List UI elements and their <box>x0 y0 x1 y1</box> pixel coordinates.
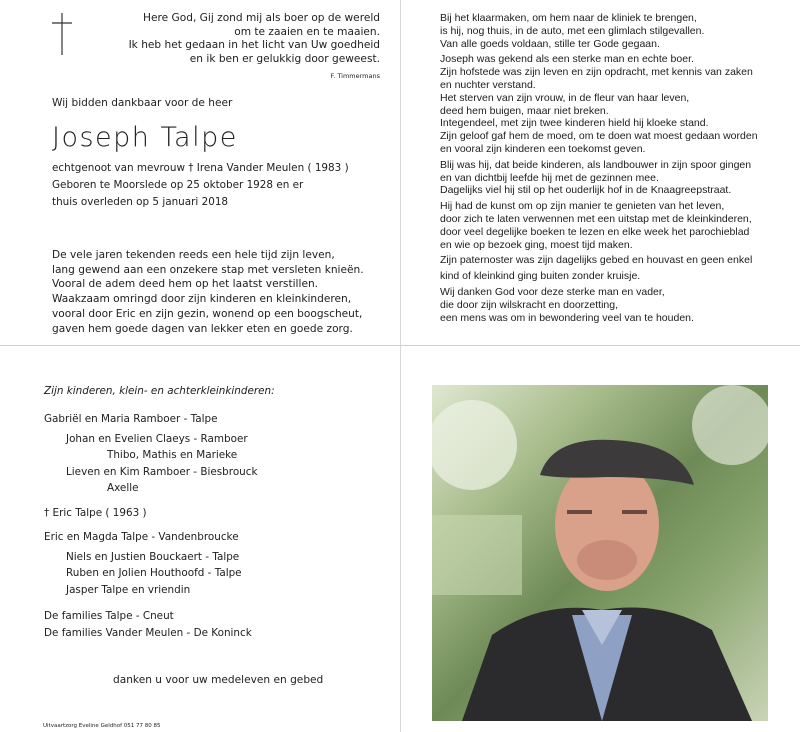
biography-line: deed hem buigen, maar niet breken. <box>440 104 609 117</box>
biography-line: Dagelijks viel hij stil op het ouderlijk hof in de Knaagreepstraat. <box>440 184 732 197</box>
life-paragraph <box>52 248 364 336</box>
deceased-name: Joseph Talpe <box>52 122 238 153</box>
family-list <box>44 385 275 641</box>
paragraph-line: gaven hem goede dagen van lekker eten en goede zorg. <box>52 322 353 335</box>
biography-paragraph <box>440 12 758 50</box>
biography-line: Hij had de kunst om op zijn manier te genieten van het leven, <box>440 200 725 213</box>
family-line: Niels en Justien Bouckaert - Talpe <box>66 550 240 563</box>
family-line: Johan en Evelien Claeys - Ramboer <box>66 432 248 445</box>
biography-line: die door zijn wilskracht en doorzetting, <box>440 298 619 311</box>
portrait-illustration <box>432 385 768 721</box>
biography-line: is hij, nog thuis, in de auto, met een glimlach stilgevallen. <box>440 24 705 37</box>
biography-paragraph <box>440 270 758 283</box>
fold-line-vertical <box>400 0 401 732</box>
biography-line: Wij danken God voor deze sterke man en vader, <box>440 285 665 298</box>
paragraph-line: Vooral de adem deed hem op het laatst verstillen. <box>52 278 319 291</box>
deceased-child: † Eric Talpe ( 1963 ) <box>44 506 147 519</box>
biography-line: kind of kleinkind ging buiten zonder kruisje. <box>440 270 641 283</box>
biography-line: Zijn paternoster was zijn dagelijks gebed en houvast en geen enkel <box>440 254 753 267</box>
poem-line: Ik heb het gedaan in het licht van Uw goedheid <box>128 39 380 52</box>
biography-line: Joseph was gekend als een sterke man en echte boer. <box>440 53 694 66</box>
biography-paragraph <box>440 254 758 267</box>
biography-line: Bij het klaarmaken, om hem naar de kliniek te brengen, <box>440 12 697 24</box>
biography-line: en vooral zijn kinderen een toekomst geven. <box>440 142 646 155</box>
family-line: Lieven en Kim Ramboer - Biesbrouck <box>66 465 258 478</box>
biography-line: en van dichtbij leefde hij met de gezinnen mee. <box>440 171 659 184</box>
biography-paragraph <box>440 159 758 197</box>
portrait-photo <box>432 385 768 721</box>
family-line: Eric en Magda Talpe - Vandenbroucke <box>44 531 239 543</box>
biography-line: en nuchter verstand. <box>440 78 536 91</box>
biography-line: Van alle goeds voldaan, stille ter Gode gegaan. <box>440 37 660 50</box>
family-line: Axelle <box>107 482 139 494</box>
poem-line: om te zaaien en te maaien. <box>234 25 380 38</box>
death-line: thuis overleden op 5 januari 2018 <box>52 196 229 208</box>
family-line: Gabriël en Maria Ramboer - Talpe <box>44 413 218 425</box>
family-line: Jasper Talpe en vriendin <box>66 583 191 596</box>
biography-paragraph <box>440 286 758 324</box>
funeral-home-footer: Uitvaartzorg Eveline Geldhof 051 77 80 85 <box>43 723 161 729</box>
biography-line: een mens was om in bewondering veel van te houden. <box>440 311 694 324</box>
paragraph-line: vooral door Eric en zijn gezin, wonend op een boogscheut, <box>52 307 363 320</box>
biography-line: Integendeel, met zijn twee kinderen hield hij kloeke stand. <box>440 117 709 130</box>
intro-text: Wij bidden dankbaar voor de heer <box>52 97 233 109</box>
biography-line: Zijn hofstede was zijn leven en zijn opdracht, met kennis van zaken <box>440 66 753 79</box>
biography-text <box>440 12 758 327</box>
paragraph-line: De vele jaren tekenden reeds een hele tijd zijn leven, <box>52 249 335 261</box>
biography-line: Het sterven van zijn vrouw, in de fleur van haar leven, <box>440 91 690 104</box>
poem-line: en ik ben er gelukkig door geweest. <box>189 52 380 65</box>
biography-paragraph <box>440 200 758 251</box>
family-line: Ruben en Jolien Houthoofd - Talpe <box>66 567 242 579</box>
poem-line: Here God, Gij zond mij als boer op de wereld <box>143 12 380 24</box>
cross-icon <box>52 13 72 55</box>
fold-line-horizontal <box>0 345 800 346</box>
birth-line: Geboren te Moorslede op 25 oktober 1928 en er <box>52 179 304 191</box>
biography-line: Blij was hij, dat beide kinderen, als landbouwer in zijn spoor gingen <box>440 158 752 171</box>
family-line: De families Talpe - Cneut <box>44 610 174 622</box>
poem <box>129 12 380 66</box>
poem-author: F. Timmermans <box>330 72 380 80</box>
biography-paragraph <box>440 53 758 155</box>
biography-line: en wie op bezoek ging, moest tijd maken. <box>440 238 633 251</box>
biography-line: Zijn geloof gaf hem de moed, om te doen wat moest gedaan worden <box>440 130 758 143</box>
paragraph-line: lang gewend aan een onzekere stap met versleten knieën. <box>52 263 364 276</box>
biography-line: door veel degelijke boeken te lezen en elke week het parochieblad <box>440 225 750 238</box>
paragraph-line: Waakzaam omringd door zijn kinderen en kleinkinderen, <box>52 293 352 306</box>
family-heading: Zijn kinderen, klein- en achterkleinkinderen: <box>44 385 275 397</box>
family-line: Thibo, Mathis en Marieke <box>107 449 238 461</box>
family-line: De families Vander Meulen - De Koninck <box>44 626 252 639</box>
biography-line: door zich te laten verwennen met een uitstap met de kleinkinderen, <box>440 212 752 225</box>
deceased-info <box>52 160 349 211</box>
spouse-line: echtgenoot van mevrouw † Irena Vander Meulen ( 1983 ) <box>52 162 349 174</box>
thanks-text: danken u voor uw medeleven en gebed <box>113 674 324 686</box>
